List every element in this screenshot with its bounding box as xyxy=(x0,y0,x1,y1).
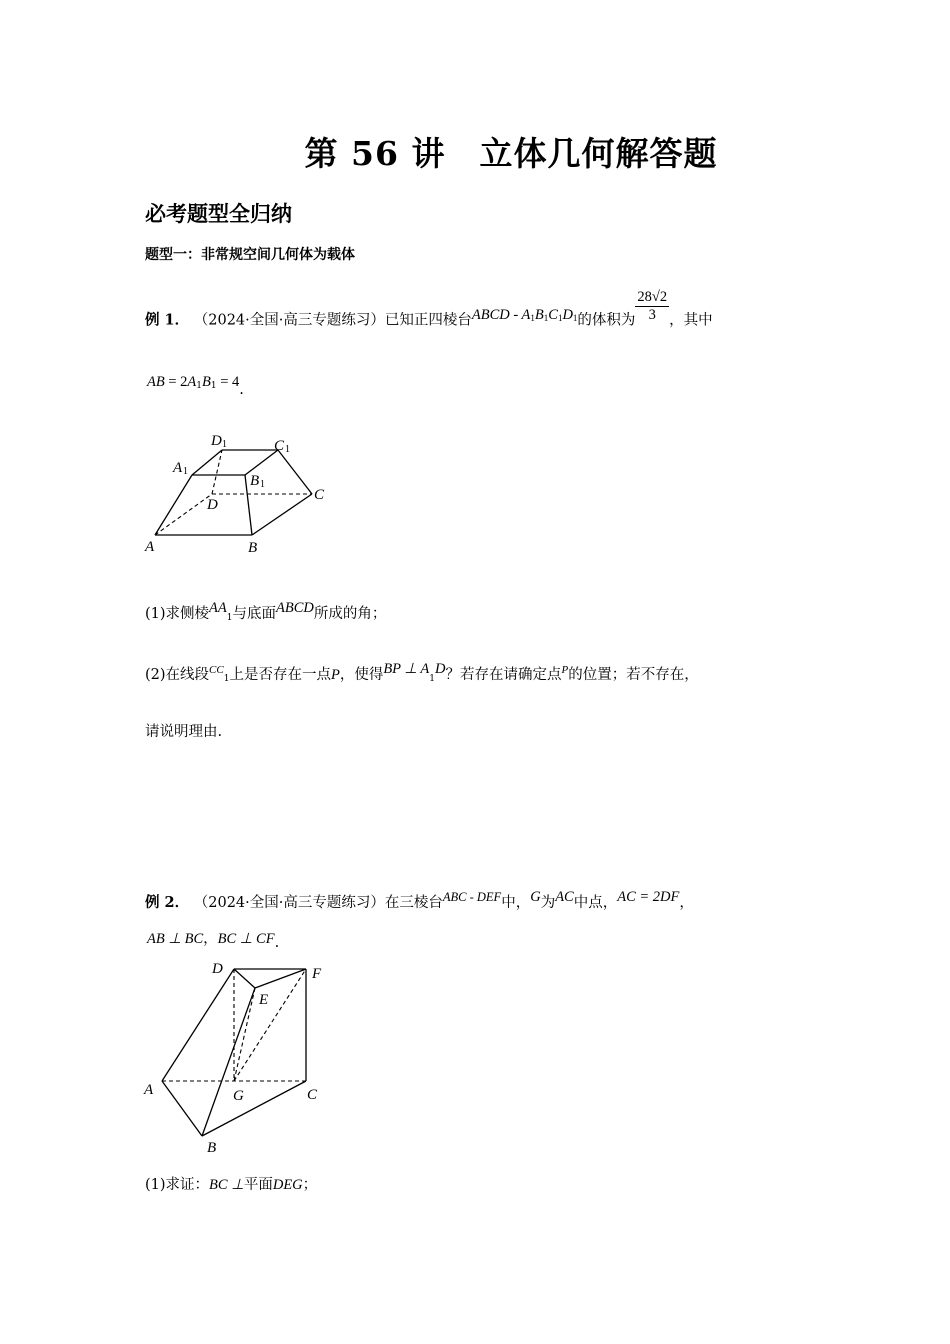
vertex-label-E: E xyxy=(259,992,269,1008)
volume-text: 的体积为 xyxy=(577,312,636,329)
vertex-label-D: D xyxy=(207,497,218,513)
vertex-label-D: D xyxy=(212,961,223,977)
edge-BC xyxy=(252,494,312,535)
section-title: 必考题型全归纳 xyxy=(145,202,292,226)
example1-q1: (1)求侧棱$AA_1$与底面ABCD所成的角； xyxy=(145,600,387,623)
edge-BE xyxy=(202,988,255,1136)
type-title: 题型一：非常规空间几何体为载体 xyxy=(145,247,355,263)
triangular-frustum-figure xyxy=(140,955,340,1155)
vertex-label-A: A xyxy=(144,1082,154,1098)
vertex-label-A1: A xyxy=(173,460,183,476)
example1-source: （2024·全国·高三专题练习）已知正四棱台 xyxy=(193,312,472,329)
example1-q2: (2)在线段$^{CC}_1$上是否存在一点P，使得BP ⊥ $A_1D$？若存在请确定点$^P$的位置；若不存在， xyxy=(145,661,699,684)
frustum-name: ABCD - $A_1B_1C_1D_1$ xyxy=(471,306,578,323)
edge-BC xyxy=(202,1081,306,1136)
vertex-label-B1: B xyxy=(250,473,260,489)
vertex-label-C: C xyxy=(314,487,325,503)
edge-AD-hidden xyxy=(155,494,212,535)
edge-AD xyxy=(162,969,234,1081)
edge-EF xyxy=(255,969,306,988)
svg-text:1: 1 xyxy=(260,479,265,490)
example2-conditions: AB ⊥ BC，BC ⊥ CF. xyxy=(147,931,280,951)
svg-text:1: 1 xyxy=(183,466,188,477)
edge-AA1 xyxy=(155,475,192,535)
vertex-label-G: G xyxy=(233,1088,244,1104)
edge-EG-hidden xyxy=(234,988,255,1081)
example1-label: 例 1． xyxy=(145,311,190,329)
vertex-label-C1: C xyxy=(274,438,285,454)
vertex-label-C: C xyxy=(307,1087,318,1103)
vertex-label-D1: D xyxy=(211,433,222,449)
volume-fraction: $\frac{28√2}{3}$ xyxy=(637,289,668,323)
example1-statement xyxy=(145,289,713,338)
vertex-label-B: B xyxy=(248,540,258,556)
example1-condition: AB = $2A_1B_1 = 4$. xyxy=(147,374,244,398)
example1-q2-line2: 请说明理由. xyxy=(145,724,223,740)
svg-text:1: 1 xyxy=(222,439,227,450)
edge-AB xyxy=(162,1081,202,1136)
vertex-label-A: A xyxy=(145,539,155,555)
edge-CC1 xyxy=(278,450,312,494)
edge-GF-hidden xyxy=(234,969,306,1081)
edge-DE xyxy=(234,969,255,988)
example2-statement: 例 2． （2024·全国·高三专题练习）在三棱台ABC - DEF中，G为AC中点，AC = 2DF， xyxy=(145,889,694,911)
vertex-label-F: F xyxy=(312,966,322,982)
page-title: 第 56 讲 立体几何解答题 xyxy=(304,134,718,173)
svg-text:1: 1 xyxy=(285,444,290,455)
example1-tail: ，其中 xyxy=(669,312,713,329)
vertex-label-B: B xyxy=(207,1140,217,1155)
example2-q1: (1)求证：BC ⊥平面DEG； xyxy=(145,1177,318,1193)
frustum-figure xyxy=(140,428,340,558)
